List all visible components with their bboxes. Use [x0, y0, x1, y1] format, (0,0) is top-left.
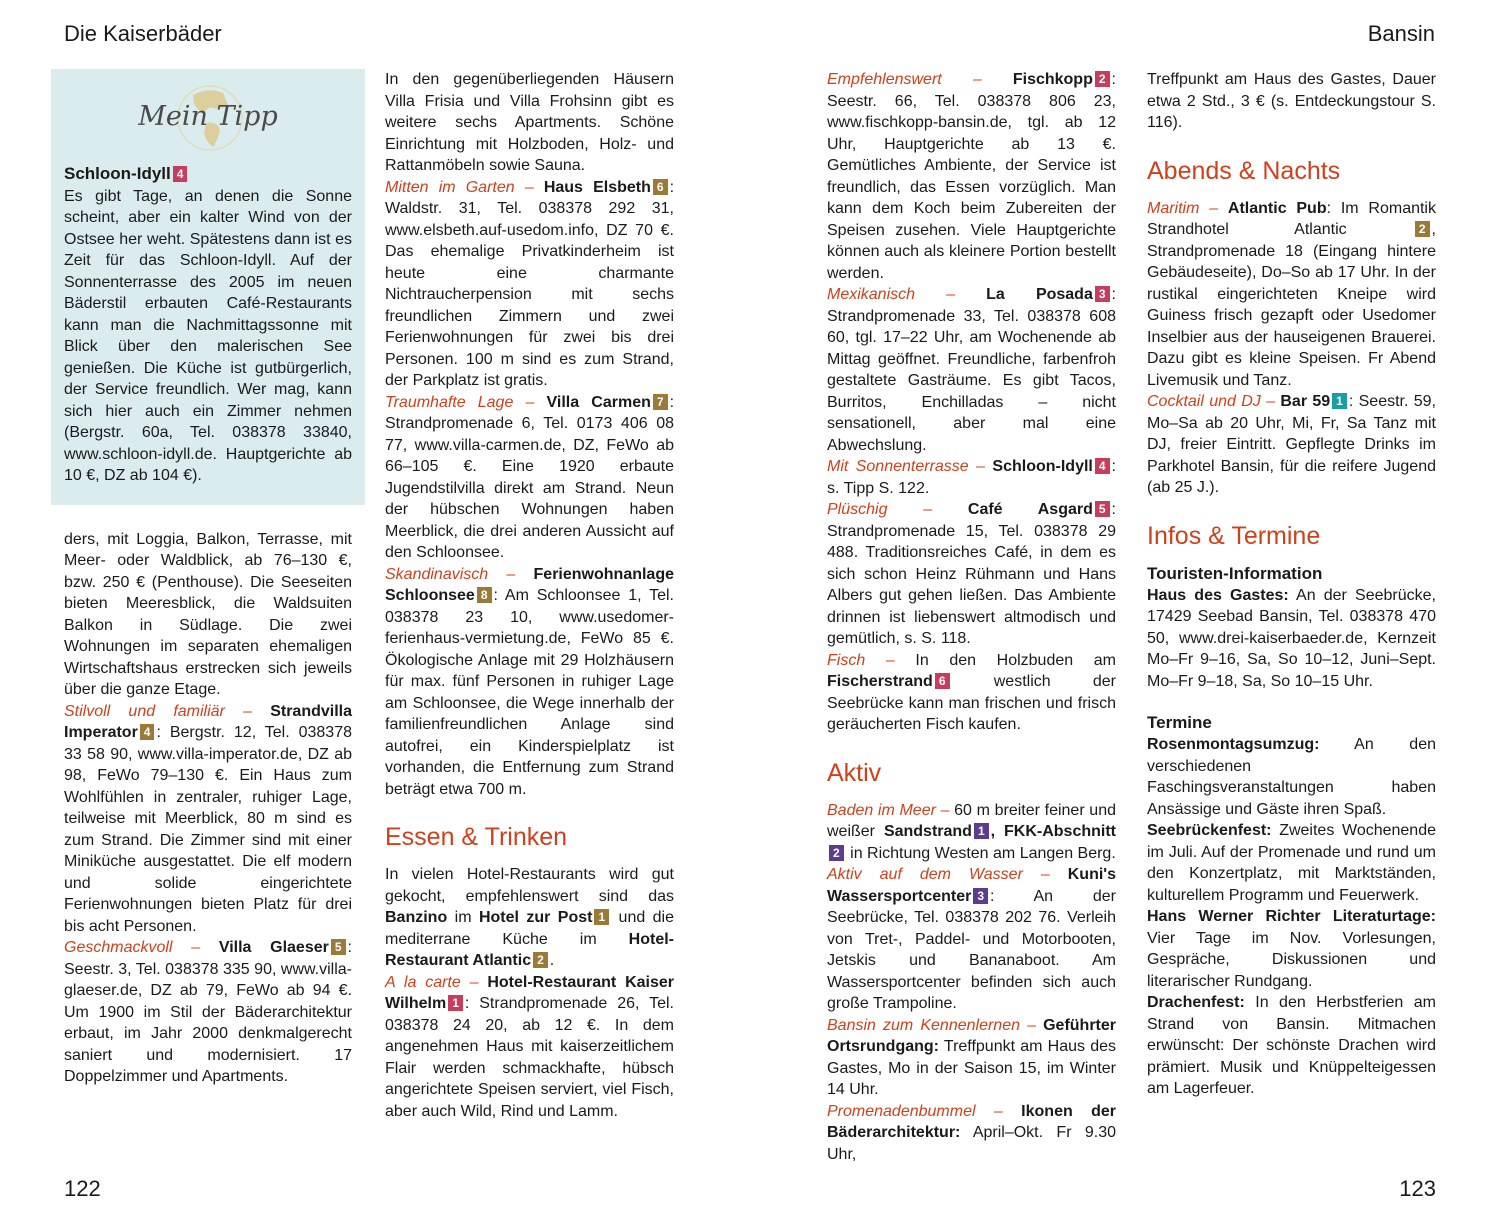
category-label: Promenadenbummel – [827, 1102, 1022, 1120]
mein-tipp-logo [138, 83, 278, 153]
entry-paragraph [64, 529, 352, 701]
restaurant-map-badge: 3 [1095, 286, 1110, 302]
body-text: In den Herbstferien am Strand von Bansin. Mitmachen erwünscht: Der schönste Drachen wird prämiert. Musik und Knüppelteigessen am Lagerfeuer. [1147, 994, 1436, 1097]
venue-name: Ferienwohnanlage Schloonsee [385, 565, 674, 604]
hotel-map-badge: 4 [140, 724, 155, 740]
venue-name: Sandstrand [883, 823, 972, 840]
venue-name: Hotel zur Post [478, 909, 593, 926]
map-badge: 4 [173, 166, 188, 182]
category-label: Geschmackvoll – [64, 939, 219, 956]
body-text: , Strandpromenade 18 (Eingang hintere Gebäudeseite), Do–So ab 17 Uhr. In der rustikal eingerichteten Kneipe wird Guiness frisch gezapft oder Usedomer Inselbier aus der hauseigenen Brauerei. Dazu gibt es kleine Speisen. Fr Abend Livemusik und Tanz. [1147, 221, 1436, 389]
body-text: In den Holzbuden am [915, 651, 1117, 669]
body-text: und die mediterrane Küche im [385, 909, 674, 948]
activity-map-badge: 2 [829, 845, 844, 861]
svg-text:Mein Tipp: Mein Tipp [138, 101, 278, 132]
body-text: : Seestr. 3, Tel. 038378 335 90, www.villa-glaeser.de, DZ ab 79, FeWo ab 94 €. Um 1900 im Stil der Bäderarchitektur erbaut, im Jahr 2000 denkmalgerecht saniert und modernisiert. 17 Doppelzimmer und Apartments. [64, 939, 352, 1085]
page-spread [0, 69, 1500, 1165]
venue-name: Haus des Gastes: [1147, 586, 1289, 604]
entry-paragraph [827, 284, 1116, 456]
entry-paragraph [385, 392, 674, 564]
entry-paragraph [827, 1101, 1116, 1166]
entry-paragraph [385, 69, 674, 177]
section-heading: Aktiv [827, 758, 882, 787]
entry-paragraph [1147, 198, 1436, 392]
venue-name: Hotel-Restaurant Kaiser Wilhelm [385, 973, 675, 1012]
restaurant-map-badge: 2 [1095, 71, 1110, 87]
entry-paragraph [1147, 734, 1436, 820]
body-text: : An der Seebrücke, Tel. 038378 202 76. Verleih von Tret-, Paddel- und Motorbooten, Jetskis und Bananaboot. Am Wassersportcenter befinden sich auch große Trampoline. [827, 887, 1116, 1012]
entry-paragraph [385, 972, 674, 1123]
section-heading: Infos & Termine [1147, 521, 1321, 550]
body-text: Treffpunkt am Haus des Gastes, Dauer etwa 2 Std., 3 € (s. Entdeckungstour S. 116). [1147, 71, 1436, 131]
category-label: Mit Sonnenterrasse – [827, 458, 993, 475]
entry-paragraph [1147, 585, 1436, 693]
hotel-map-badge: 2 [533, 952, 548, 968]
body-text: April–Okt. Fr 9.30 Uhr, [827, 1124, 1116, 1163]
entry-paragraph [1147, 906, 1436, 992]
venue-name: Hans Werner Richter Literaturtage: [1147, 908, 1436, 925]
category-label: Maritim – [1147, 199, 1228, 217]
page-number-left: 122 [64, 1176, 101, 1201]
page-footer [0, 1175, 1500, 1225]
hotel-map-badge: 1 [594, 909, 609, 925]
venue-name: , FKK-Abschnitt [990, 823, 1116, 840]
entry-paragraph [1147, 69, 1436, 134]
restaurant-map-badge: 6 [935, 673, 950, 689]
venue-name: Banzino [385, 909, 448, 926]
tip-title: Schloon-Idyll [64, 164, 171, 183]
body-text: Vier Tage im Nov. Vorlesungen, Gespräche, Diskussionen und literarischer Rundgang. [1147, 929, 1436, 990]
body-text: An der Seebrücke, 17429 Seebad Bansin, Tel. 038378 470 50, www.drei-kaiserbaeder.de, Kernzeit Mo–Fr 9–16, Sa, So 10–12, Juni–Sept. Mo–Fr 9–18, Sa, So 10–15 Uhr. [1147, 586, 1436, 690]
venue-name: Drachenfest: [1147, 994, 1245, 1011]
category-label: Cocktail und DJ – [1147, 393, 1281, 410]
column-1 [51, 69, 365, 1088]
body-text: In den gegenüberliegenden Häusern Villa Frisia und Villa Frohsinn gibt es weitere sechs Apartments. Schöne Einrichtung mit Holzboden, Holz- und Rattanmöbeln sowie Sauna. [385, 71, 674, 174]
activity-map-badge: 3 [973, 888, 988, 904]
column-4 [1147, 69, 1436, 1100]
category-label: Aktiv auf dem Wasser – [827, 866, 1068, 883]
body-text: : Bergstr. 12, Tel. 038378 33 58 90, www.villa-imperator.de, DZ ab 98, FeWo 79–130 €. Ein Haus zum Wohlfühlen in zentraler, ruhiger Lage, teilweise mit Meerblick, 80 m sind es zum Strand. Die Zimmer sind mit einer Miniküche ausgestattet. Die elf modern und solide eingerichtete Ferienwohnungen bieten Platz für drei bis acht Personen. [64, 724, 352, 935]
category-label: Mexikanisch – [827, 286, 987, 303]
activity-map-badge: 1 [974, 823, 989, 839]
entry-paragraph [827, 1015, 1116, 1101]
column-2 [385, 69, 674, 1122]
body-text: : Strandpromenade 6, Tel. 0173 406 08 77, www.villa-carmen.de, DZ, FeWo ab 66–105 €. Eine 1920 erbaute Jugendstilvilla direkt am Strand. Neun der hübschen Wohnungen haben Meerblick, die drei anderen Aussicht auf den Schloonsee. [385, 393, 675, 561]
category-label: Mitten im Garten – [385, 178, 544, 196]
category-label: Fisch – [827, 651, 916, 669]
body-text: : Strandpromenade 15, Tel. 038378 29 488. Traditionsreiches Café, in dem es sich schon Heinz Rühmann und Hans Albers gut gehen ließen. Das Ambiente drinnen ist liebenswert altmodisch und gemütlich, s. S. 118. [827, 501, 1116, 647]
entry-paragraph [64, 937, 352, 1088]
body-text: Treffpunkt am Haus des Gastes, Mo in der Saison 15, im Winter 14 Uhr. [827, 1038, 1116, 1098]
entry-paragraph [385, 177, 674, 392]
body-text: : Seestr. 59, Mo–Sa ab 20 Uhr, Mi, Fr, Sa Tanz mit DJ, freier Eintritt. Gepflegte Drinks im Parkhotel Bansin, für die reifere Jugend (ab 25 J.). [1147, 393, 1437, 496]
hotel-map-badge: 5 [331, 939, 346, 955]
category-label: Traumhafte Lage – [385, 393, 547, 411]
venue-name: Villa Carmen [546, 393, 651, 411]
body-text: Zweites Wochenende im Juli. Auf der Promenade und rund um den Konzertplatz, mit Marktständen, kulturellem Programm und Feuerwerk. [1147, 822, 1436, 904]
running-header [0, 0, 1500, 69]
venue-name: Strandvilla Imperator [64, 702, 352, 741]
restaurant-map-badge: 1 [448, 995, 463, 1011]
category-label: Baden im Meer – [827, 801, 955, 819]
body-text: 60 m breiter feiner und weißer [827, 801, 1116, 840]
body-text: An den verschiedenen Faschingsveranstaltungen haben Ansässige und Gäste ihren Spaß. [1147, 736, 1436, 818]
column-3 [827, 69, 1116, 1165]
category-label: Empfehlenswert – [827, 71, 1013, 88]
venue-name: Atlantic Pub [1227, 199, 1327, 217]
venue-name: Kuni's Wassersportcenter [827, 866, 1116, 905]
hotel-map-badge: 8 [477, 587, 492, 603]
category-label: Bansin zum Kennenlernen – [827, 1016, 1044, 1034]
hotel-map-badge: 7 [653, 394, 668, 410]
entry-paragraph [1147, 820, 1436, 906]
page-number-right: 123 [1399, 1176, 1436, 1201]
subsection-heading: Termine [1147, 713, 1212, 732]
venue-name: Haus Elsbeth [543, 178, 651, 196]
bar-map-badge: 1 [1332, 393, 1347, 409]
body-text: im [447, 909, 479, 926]
section-heading: Essen & Trinken [385, 823, 568, 851]
category-label: Plüschig – [827, 501, 968, 518]
entry-paragraph [827, 456, 1116, 499]
entry-paragraph [1147, 992, 1436, 1100]
venue-name: La Posada [986, 286, 1093, 303]
venue-name: Bar 59 [1280, 393, 1331, 410]
tip-text: Es gibt Tage, an denen die Sonne scheint, aber ein kalter Wind von der Ostsee her weht. Spätestens dann ist es Zeit für das Schloon-Idyll. Auf der Sonnenterrasse des 2005 im neuen Bäderstil erbauten Café-Restaurants kann man die Nachmittagssonne mit Blick über den malerischen See genießen. Die Küche ist gutbürgerlich, der Service freundlich. Wer mag, kann sich hier auch ein Zimmer nehmen (Bergstr. 60a, Tel. 038378 33840, www.schloon-idyll.de. Hauptgerichte ab 10 €, DZ ab 104 €). [64, 187, 352, 484]
venue-name: Fischerstrand [827, 673, 933, 690]
body-text: : Im Romantik Strandhotel Atlantic [1147, 199, 1436, 238]
venue-name: Rosenmontagsumzug: [1147, 736, 1320, 753]
entry-paragraph [827, 800, 1116, 865]
body-text: : Am Schloonsee 1, Tel. 038378 23 10, www.usedomer-ferienhaus-vermietung.de, FeWo 85 €. Ökologische Anlage mit 29 Holzhäusern für max. fünf Personen in ruhiger Lage am Schloonsee, die Wege innerhalb der familienfreundlichen Anlage sind autofrei, ein Kinderspielplatz ist vorhanden, die Entfernung zum Strand beträgt etwa 700 m. [385, 587, 674, 798]
hotel-map-badge: 2 [1415, 221, 1430, 237]
subsection-heading: Touristen-Information [1147, 563, 1323, 583]
running-header-right: Bansin [1367, 21, 1435, 46]
venue-name: Geführter Ortsrundgang: [827, 1016, 1116, 1055]
column-1-text [51, 529, 365, 1088]
venue-name: Café Asgard [967, 501, 1093, 518]
entry-paragraph [385, 864, 674, 972]
body-text: . [549, 952, 555, 969]
body-text: : Strandpromenade 26, Tel. 038378 24 20, ab 12 €. In dem angenehmen Haus mit kaiserzeitlichem Flair werden schmackhafte, hübsch angerichtete Speisen serviert, viel Fisch, aber auch Wild, Rind und Lamm. [385, 995, 674, 1120]
body-text: In vielen Hotel-Restaurants wird gut gekocht, empfehlenswert sind das [385, 866, 674, 905]
entry-paragraph [1147, 391, 1436, 499]
entry-paragraph [827, 69, 1116, 284]
mein-tipp-box [51, 69, 365, 505]
category-label: Skandinavisch – [385, 565, 534, 583]
hotel-map-badge: 6 [653, 179, 668, 195]
body-text: in Richtung Westen am Langen Berg. [845, 844, 1116, 862]
entry-paragraph [827, 499, 1116, 650]
restaurant-map-badge: 5 [1095, 501, 1110, 517]
venue-name: Villa Glaeser [218, 939, 329, 956]
category-label: Stilvoll und familiär – [64, 702, 271, 720]
body-text: : Waldstr. 31, Tel. 038378 292 31, www.elsbeth.auf-usedom.info, DZ 70 €. Das ehemalige Privatkinderheim ist heute eine charmante Nichtraucherpension mit sechs freundlichen Zimmern und zwei Ferienwohnungen für zwei bis drei Personen. 100 m sind es zum Strand, der Parkplatz ist gratis. [385, 178, 675, 389]
venue-name: Ikonen der Bäderarchitektur: [827, 1102, 1117, 1141]
body-text: ders, mit Loggia, Balkon, Terrasse, mit Meer- oder Waldblick, ab 76–130 €, bzw. 250 € (Penthouse). Die Seeseiten bieten Meeresblick, die Waldsuiten Balkon in Südlage. Die zwei Wohnungen im separaten ehemaligen Wirtschaftshaus erstrecken sich jeweils über die ganze Etage. [64, 530, 352, 698]
venue-name: Seebrückenfest: [1147, 822, 1272, 839]
category-label: A la carte – [385, 973, 488, 991]
entry-paragraph [385, 564, 674, 801]
entry-paragraph [64, 701, 352, 938]
section-heading: Abends & Nachts [1147, 156, 1341, 185]
restaurant-map-badge: 4 [1095, 458, 1110, 474]
venue-name: Fischkopp [1012, 71, 1093, 88]
body-text: westlich der Seebrücke kann man frischen und frisch geräucherten Fisch kaufen. [827, 673, 1116, 733]
body-text: : Seestr. 66, Tel. 038378 806 23, www.fischkopp-bansin.de, tgl. ab 12 Uhr, Hauptgerichte ab 13 €. Gemütliches Ambiente, der Service ist freundlich, das Essen vorzüglich. Man kann dem Koch beim Zubereiten der Speisen zusehen. Viele Hauptgerichte können auch als kleinere Portion bestellt werden. [827, 71, 1116, 282]
venue-name: Hotel-Restaurant Atlantic [385, 930, 674, 969]
entry-paragraph [827, 864, 1116, 1015]
venue-name: Schloon-Idyll [992, 458, 1093, 475]
body-text: : s. Tipp S. 122. [827, 458, 1116, 497]
running-header-left: Die Kaiserbäder [64, 21, 222, 46]
body-text: : Strandpromenade 33, Tel. 038378 608 60, tgl. 17–22 Uhr, am Wochenende ab Mittag geöffnet. Freundliche, farbenfroh gestaltete Gasträume. Es gibt Tacos, Burritos, Enchilladas – nicht sensationell, aber mal eine Abwechslung. [827, 286, 1116, 454]
entry-paragraph [827, 650, 1116, 736]
